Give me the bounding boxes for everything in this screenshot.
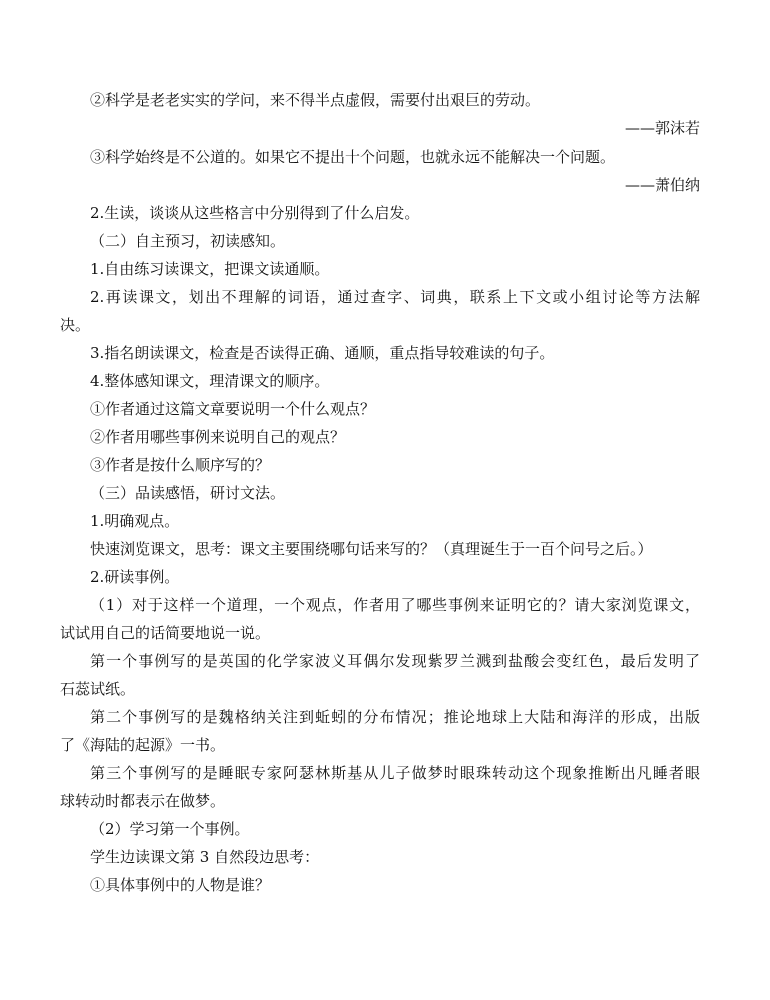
question-2: ②作者用哪些事例来说明自己的观点？ bbox=[90, 428, 346, 446]
step-2-discuss: 2.生读，谈谈从这些格言中分别得到了什么启发。 bbox=[90, 204, 420, 222]
reading-instruction: 学生边读课文第 3 自然段边思考： bbox=[90, 848, 320, 866]
examples-prompt: （1）对于这样一个道理，一个观点，作者用了哪些事例来证明它的？请大家浏览课文， bbox=[90, 596, 700, 614]
preview-step-2: 2.再读课文，划出不理解的词语，通过查字、词典，联系上下文或小组讨论等方法解 bbox=[90, 288, 700, 306]
analysis-step-1: 1.明确观点。 bbox=[90, 512, 180, 530]
example-3-cont: 球转动时都表示在做梦。 bbox=[60, 792, 226, 810]
examples-prompt-cont: 试试用自己的话简要地说一说。 bbox=[60, 624, 271, 642]
quote-2: ②科学是老老实实的学问，来不得半点虚假，需要付出艰巨的劳动。 bbox=[90, 91, 541, 109]
example-3: 第三个事例写的是睡眠专家阿瑟林斯基从儿子做梦时眼珠转动这个现象推断出凡睡者眼 bbox=[90, 764, 700, 782]
preview-step-4: 4.整体感知课文，理清课文的顺序。 bbox=[90, 372, 330, 390]
question-3: ③作者是按什么顺序写的？ bbox=[90, 456, 271, 474]
preview-step-1: 1.自由练习读课文，把课文读通顺。 bbox=[90, 260, 330, 278]
question-1: ①作者通过这篇文章要说明一个什么观点？ bbox=[90, 400, 376, 418]
analysis-step-1-detail: 快速浏览课文，思考：课文主要围绕哪句话来写的？（真理诞生于一百个问号之后。） bbox=[90, 540, 653, 558]
reading-question-1: ①具体事例中的人物是谁？ bbox=[90, 876, 271, 894]
quote-3-author: ——萧伯纳 bbox=[624, 176, 700, 194]
preview-step-2-cont: 决。 bbox=[60, 316, 91, 334]
section-2-heading: （二）自主预习，初读感知。 bbox=[90, 232, 286, 250]
analysis-step-2: 2.研读事例。 bbox=[90, 568, 180, 586]
example-1-cont: 石蕊试纸。 bbox=[60, 680, 136, 698]
example-1: 第一个事例写的是英国的化学家波义耳偶尔发现紫罗兰溅到盐酸会变红色，最后发明了 bbox=[90, 652, 700, 670]
section-3-heading: （三）品读感悟，研讨文法。 bbox=[90, 484, 286, 502]
example-2: 第二个事例写的是魏格纳关注到蚯蚓的分布情况；推论地球上大陆和海洋的形成，出版 bbox=[90, 708, 700, 726]
quote-2-author: ——郭沫若 bbox=[624, 119, 700, 137]
preview-step-3: 3.指名朗读课文，检查是否读得正确、通顺，重点指导较难读的句子。 bbox=[90, 344, 555, 362]
study-example-1: （2）学习第一个事例。 bbox=[90, 820, 250, 838]
example-2-cont: 了《海陆的起源》一书。 bbox=[60, 736, 226, 754]
quote-3: ③科学始终是不公道的。如果它不提出十个问题，也就永远不能解决一个问题。 bbox=[90, 148, 616, 166]
